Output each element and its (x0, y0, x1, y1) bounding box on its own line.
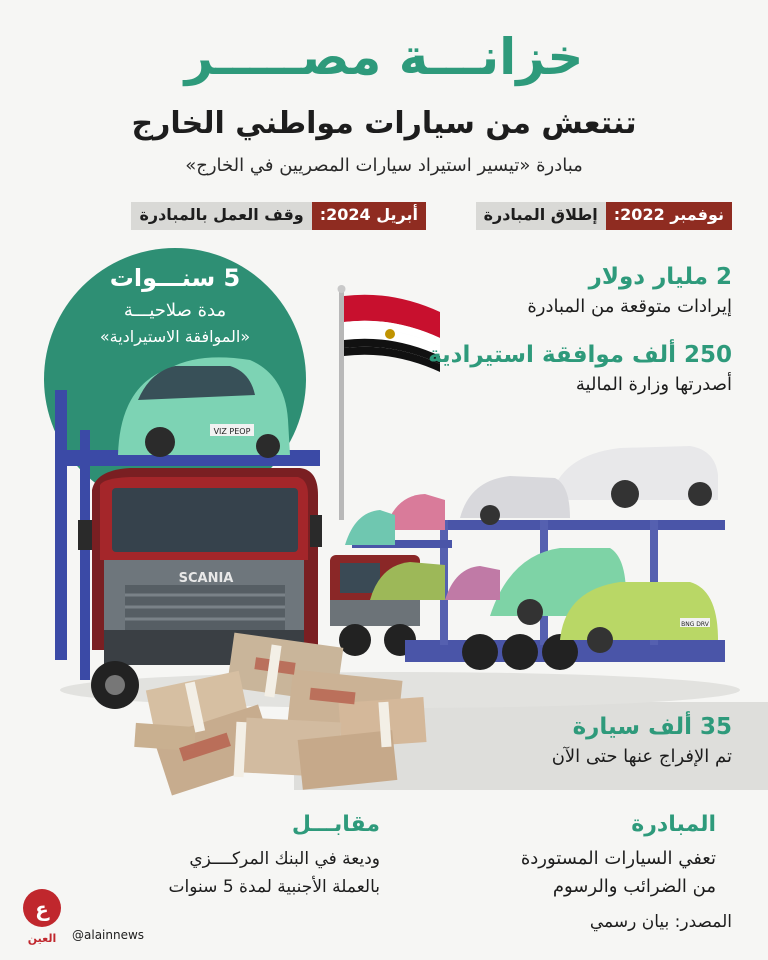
page-title: خزانـــة مصـــــر (184, 28, 584, 86)
deposit-line1: وديعة في البنك المركــــزي (189, 849, 380, 869)
stop-event: وقف العمل بالمبادرة (131, 202, 311, 230)
deposit-line2: بالعملة الأجنبية لمدة 5 سنوات (168, 877, 380, 897)
approvals-text: أصدرتها وزارة المالية (575, 374, 732, 395)
stop-date: أبريل 2024: (312, 202, 426, 230)
deposit-heading: مقابـــل (291, 812, 380, 837)
windshield (112, 488, 298, 552)
page-subtitle: تنتعش من سيارات مواطني الخارج (131, 106, 637, 141)
released-value: 35 ألف سيارة (572, 714, 732, 740)
flag-pole-top (338, 285, 346, 293)
mirror-left (78, 520, 92, 550)
alain-logo-icon (20, 888, 64, 948)
validity-line1: مدة صلاحيـــة (123, 300, 227, 321)
source-note: المصدر: بيان رسمي (589, 912, 732, 932)
stat-released (552, 714, 732, 767)
egypt-flag-icon (344, 295, 440, 372)
logo-text: العين (27, 932, 57, 945)
truck-brand: SCANIA (178, 571, 234, 586)
mirror-right (310, 515, 322, 547)
deposit-section (110, 812, 380, 901)
car-top-mint (118, 357, 290, 458)
car-top-white (550, 446, 718, 508)
validity-line2: «الموافقة الاستيرادية» (99, 327, 251, 346)
initiative-description: مبادرة «تيسير استيراد سيارات المصريين في الخارج» (185, 155, 583, 176)
launch-date: نوفمبر 2022: (606, 202, 732, 230)
plate-1: VIZ PEOP (213, 427, 251, 436)
initiative-line1: تعفي السيارات المستوردة (520, 848, 716, 869)
social-handle: @alainnews (72, 928, 145, 942)
validity-value: 5 سنـــوات (109, 264, 241, 292)
flag-pole (339, 290, 344, 520)
initiative-heading: المبادرة (631, 812, 716, 837)
plate-2: BNG DRV (681, 621, 709, 628)
car-bottom-purple (445, 566, 500, 600)
car-top-silver (460, 476, 570, 525)
revenue-text: إيرادات متوقعة من المبادرة (527, 296, 732, 317)
released-text: تم الإفراج عنها حتى الآن (551, 746, 732, 767)
initiative-line2: من الضرائب والرسوم (552, 876, 716, 897)
launch-event: إطلاق المبادرة (476, 202, 606, 230)
initiative-section (521, 812, 716, 901)
stat-approvals (428, 342, 732, 395)
stat-revenue (527, 264, 732, 317)
approvals-value: 250 ألف موافقة استيرادية (428, 342, 732, 368)
validity-block (44, 264, 306, 346)
revenue-value: 2 مليار دولار (588, 264, 732, 290)
car-top-teal (345, 510, 395, 545)
right-car-carrier (330, 446, 725, 670)
svg-text:ع: ع (35, 897, 49, 921)
